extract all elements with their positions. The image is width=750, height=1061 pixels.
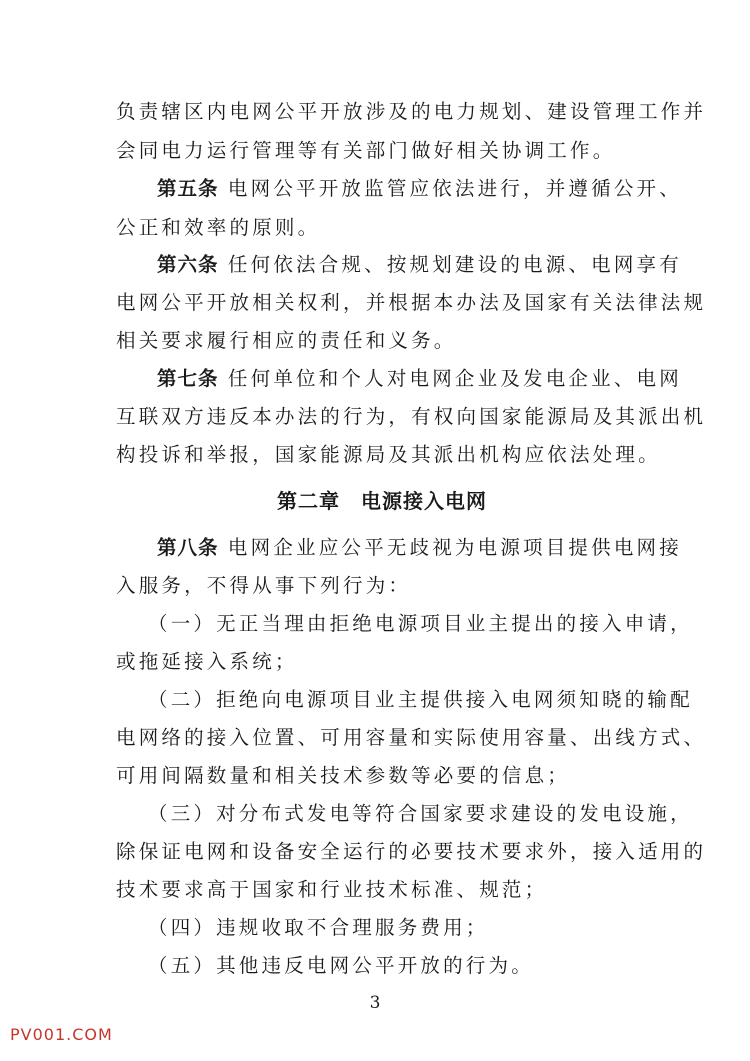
- article-5-line-2: [0, 216, 750, 240]
- article-6-line-1: [0, 253, 750, 277]
- line-text: 任何单位和个人对电网企业及发电企业、电网: [227, 367, 682, 390]
- line-text: 可用间隔数量和相关技术参数等必要的信息；: [116, 764, 571, 787]
- line-text: （二）拒绝向电源项目业主提供接入电网须知晓的输配: [148, 688, 693, 711]
- article-6-line-2: [0, 291, 750, 315]
- body-line-2: [0, 139, 750, 163]
- line-text: 电网络的接入位置、可用容量和实际使用容量、出线方式、: [116, 726, 707, 749]
- item-5-line: [0, 954, 750, 978]
- article-6-line-3: [0, 329, 750, 353]
- page-number: 3: [369, 993, 381, 1013]
- article-heading: 第七条: [157, 367, 219, 390]
- item-3-line-1: [0, 802, 750, 826]
- article-8-line-2: [0, 574, 750, 598]
- body-line-1: [0, 100, 750, 124]
- watermark: PV001.COM: [10, 1025, 113, 1044]
- item-1-line-1: [0, 612, 750, 636]
- article-7-line-3: [0, 443, 750, 467]
- article-7-line-1: [0, 367, 750, 391]
- line-text: 会同电力运行管理等有关部门做好相关协调工作。: [116, 139, 616, 162]
- line-text: 入服务，不得从事下列行为：: [116, 574, 412, 597]
- line-text: （四）违规收取不合理服务费用；: [148, 916, 489, 939]
- line-text: 电网公平开放相关权利，并根据本办法及国家有关法律法规: [116, 291, 707, 314]
- line-text: 除保证电网和设备安全运行的必要技术要求外，接入适用的: [116, 840, 707, 863]
- chapter-heading: [0, 489, 750, 514]
- line-text: 相关要求履行相应的责任和义务。: [116, 329, 457, 352]
- line-text: 技术要求高于国家和行业技术标准、规范；: [116, 878, 548, 901]
- line-text: （五）其他违反电网公平开放的行为。: [148, 954, 534, 977]
- line-text: 电网公平开放监管应依法进行，并遵循公开、: [227, 177, 682, 200]
- item-3-line-3: [0, 878, 750, 902]
- line-text: （三）对分布式发电等符合国家要求建设的发电设施，: [148, 802, 693, 825]
- line-text: 互联双方违反本办法的行为，有权向国家能源局及其派出机: [116, 405, 707, 428]
- line-text: 公正和效率的原则。: [116, 216, 321, 239]
- line-text: （一）无正当理由拒绝电源项目业主提出的接入申请，: [148, 612, 693, 635]
- item-1-line-2: [0, 650, 750, 674]
- article-8-line-1: [0, 536, 750, 560]
- item-2-line-3: [0, 764, 750, 788]
- line-text: 构投诉和举报，国家能源局及其派出机构应依法处理。: [116, 443, 661, 466]
- item-2-line-2: [0, 726, 750, 750]
- item-3-line-2: [0, 840, 750, 864]
- article-heading: 第八条: [157, 536, 219, 559]
- article-7-line-2: [0, 405, 750, 429]
- article-heading: 第六条: [157, 253, 219, 276]
- chapter-title: 第二章 电源接入电网: [277, 489, 487, 513]
- line-text: 电网企业应公平无歧视为电源项目提供电网接: [227, 536, 682, 559]
- line-text: 或拖延接入系统；: [116, 650, 298, 673]
- line-text: 任何依法合规、按规划建设的电源、电网享有: [227, 253, 682, 276]
- line-text: 负责辖区内电网公平开放涉及的电力规划、建设管理工作并: [116, 100, 707, 123]
- item-4-line: [0, 916, 750, 940]
- item-2-line-1: [0, 688, 750, 712]
- article-heading: 第五条: [157, 177, 219, 200]
- article-5-line-1: [0, 177, 750, 201]
